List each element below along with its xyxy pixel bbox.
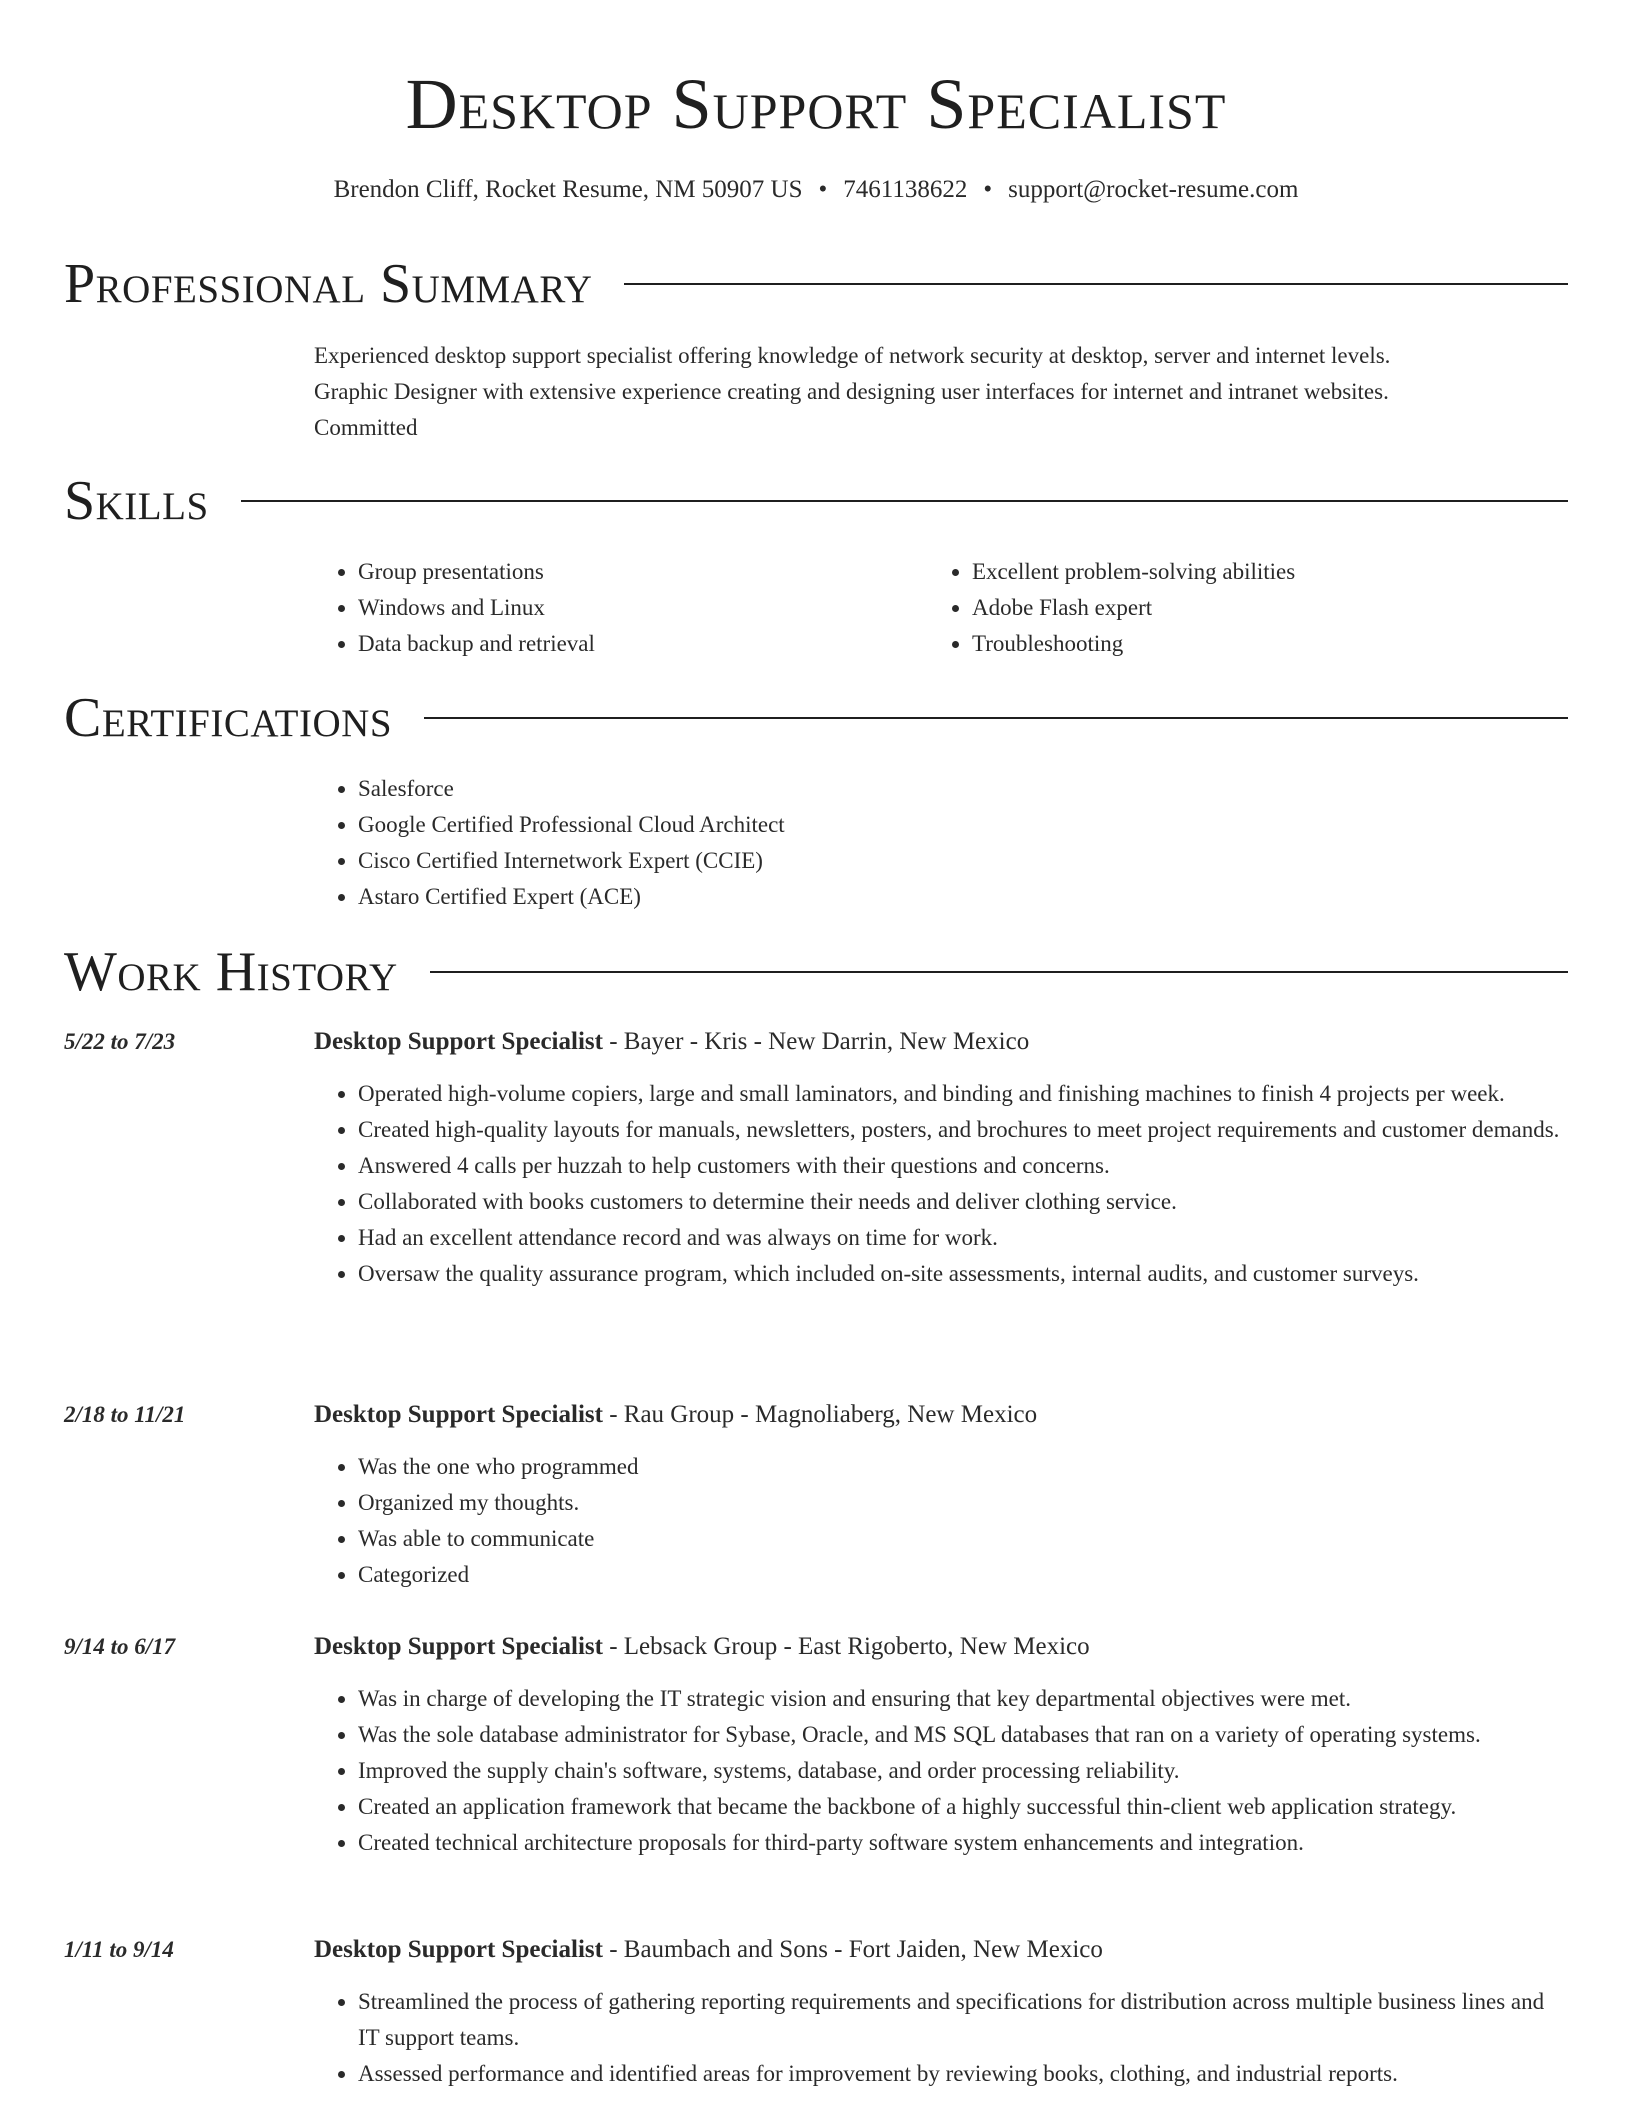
job-entry: [64, 1932, 1568, 2112]
section-divider: [430, 971, 1568, 973]
contact-separator: •: [983, 176, 993, 203]
job-bullet: • Had an excellent attendance record and was always on time for work.: [358, 1220, 1568, 1256]
certifications-list: [314, 771, 1514, 915]
job-company-location: - Lebsack Group - East Rigoberto, New Mexico: [602, 1633, 1090, 1660]
job-entry: [64, 1397, 1568, 1597]
section-header-certifications: [64, 686, 1568, 750]
job-entry: [64, 1024, 1568, 1364]
skill-item: • Data backup and retrieval: [358, 626, 914, 662]
certification-item: • Cisco Certified Internetwork Expert (CCIE): [358, 843, 1514, 879]
job-bullet: • Operated high-volume copiers, large and small laminators, and binding and finishing machines to finish 4 projects per week.: [358, 1076, 1568, 1112]
job-title: Desktop Support Specialist: [314, 1401, 603, 1428]
job-bullets: [314, 1681, 1568, 1861]
section-title-summary: Professional Summary: [64, 253, 593, 315]
skill-item: • Adobe Flash expert: [972, 590, 1568, 626]
job-bullet: • Was in charge of developing the IT strategic vision and ensuring that key departmental objectives were met.: [358, 1681, 1568, 1717]
section-header-skills: [64, 469, 1568, 533]
job-heading: [314, 1024, 1568, 1060]
job-title: Desktop Support Specialist: [314, 1028, 603, 1055]
job-bullet: • Collaborated with books customers to determine their needs and deliver clothing service.: [358, 1184, 1568, 1220]
certification-item: • Salesforce: [358, 771, 1514, 807]
skill-item: • Excellent problem-solving abilities: [972, 554, 1568, 590]
job-bullet: • Improved the supply chain's software, systems, database, and order processing reliability.: [358, 1753, 1568, 1789]
job-bullet: • Streamlined the process of gathering reporting requirements and specifications for distribution across multiple business lines and IT support teams.: [358, 1984, 1568, 2056]
summary-line: Experienced desktop support specialist offering knowledge of network security at desktop, server and internet levels.: [314, 343, 1391, 368]
certification-item: • Google Certified Professional Cloud Architect: [358, 807, 1514, 843]
job-company-location: - Rau Group - Magnoliaberg, New Mexico: [602, 1401, 1038, 1428]
job-bullets: [314, 1076, 1568, 1292]
summary-text: [314, 338, 1568, 446]
summary-line: Committed: [314, 415, 418, 440]
section-divider: [624, 283, 1568, 285]
job-bullet: • Answered 4 calls per huzzah to help customers with their questions and concerns.: [358, 1148, 1568, 1184]
job-company-location: - Bayer - Kris - New Darrin, New Mexico: [602, 1028, 1030, 1055]
job-dates: 5/22 to 7/23: [64, 1029, 176, 1054]
section-title-certifications: Certifications: [64, 687, 393, 749]
skills-column-left: [314, 554, 914, 662]
job-bullet: • Created an application framework that became the backbone of a highly successful thin-client web application strategy.: [358, 1789, 1568, 1825]
job-bullets: [314, 1984, 1568, 2092]
skills-column-right: [928, 554, 1568, 662]
job-bullet: • Oversaw the quality assurance program, which included on-site assessments, internal audits, and customer surveys.: [358, 1256, 1568, 1292]
skill-item: • Windows and Linux: [358, 590, 914, 626]
job-title: Desktop Support Specialist: [314, 1936, 603, 1963]
job-entry: [64, 1629, 1568, 1899]
section-divider: [424, 717, 1568, 719]
job-bullet: • Created technical architecture proposals for third-party software system enhancements and integration.: [358, 1825, 1568, 1861]
job-heading: [314, 1932, 1568, 1968]
section-header-work-history: [64, 940, 1568, 1004]
job-dates: 9/14 to 6/17: [64, 1634, 176, 1659]
section-header-summary: [64, 252, 1568, 316]
job-bullet: • Created high-quality layouts for manuals, newsletters, posters, and brochures to meet project requirements and customer demands.: [358, 1112, 1568, 1148]
job-bullet: • Categorized: [358, 1557, 1568, 1593]
section-divider: [241, 500, 1568, 502]
job-bullets: [314, 1449, 1568, 1593]
job-bullet: • Was able to communicate: [358, 1521, 1568, 1557]
contact-line: [0, 174, 1632, 206]
job-dates: 2/18 to 11/21: [64, 1402, 186, 1427]
contact-address: Brendon Cliff, Rocket Resume, NM 50907 US: [333, 176, 803, 203]
resume-title: Desktop Support Specialist: [405, 64, 1227, 144]
skill-item: • Group presentations: [358, 554, 914, 590]
job-title: Desktop Support Specialist: [314, 1633, 603, 1660]
job-dates: 1/11 to 9/14: [64, 1937, 174, 1962]
contact-phone: 7461138622: [843, 176, 968, 203]
job-company-location: - Baumbach and Sons - Fort Jaiden, New Mexico: [602, 1936, 1103, 1963]
skill-item: • Troubleshooting: [972, 626, 1568, 662]
summary-line: Graphic Designer with extensive experience creating and designing user interfaces for internet and intranet websites.: [314, 379, 1389, 404]
job-bullet: • Assessed performance and identified areas for improvement by reviewing books, clothing, and industrial reports.: [358, 2056, 1568, 2092]
job-heading: [314, 1629, 1568, 1665]
section-title-skills: Skills: [64, 470, 209, 532]
job-bullet: • Organized my thoughts.: [358, 1485, 1568, 1521]
contact-separator: •: [818, 176, 828, 203]
job-bullet: • Was the one who programmed: [358, 1449, 1568, 1485]
contact-email: support@rocket-resume.com: [1008, 176, 1299, 203]
job-heading: [314, 1397, 1568, 1433]
certification-item: • Astaro Certified Expert (ACE): [358, 879, 1514, 915]
section-title-work-history: Work History: [64, 941, 398, 1003]
job-bullet: • Was the sole database administrator for Sybase, Oracle, and MS SQL databases that ran on a variety of operating systems.: [358, 1717, 1568, 1753]
